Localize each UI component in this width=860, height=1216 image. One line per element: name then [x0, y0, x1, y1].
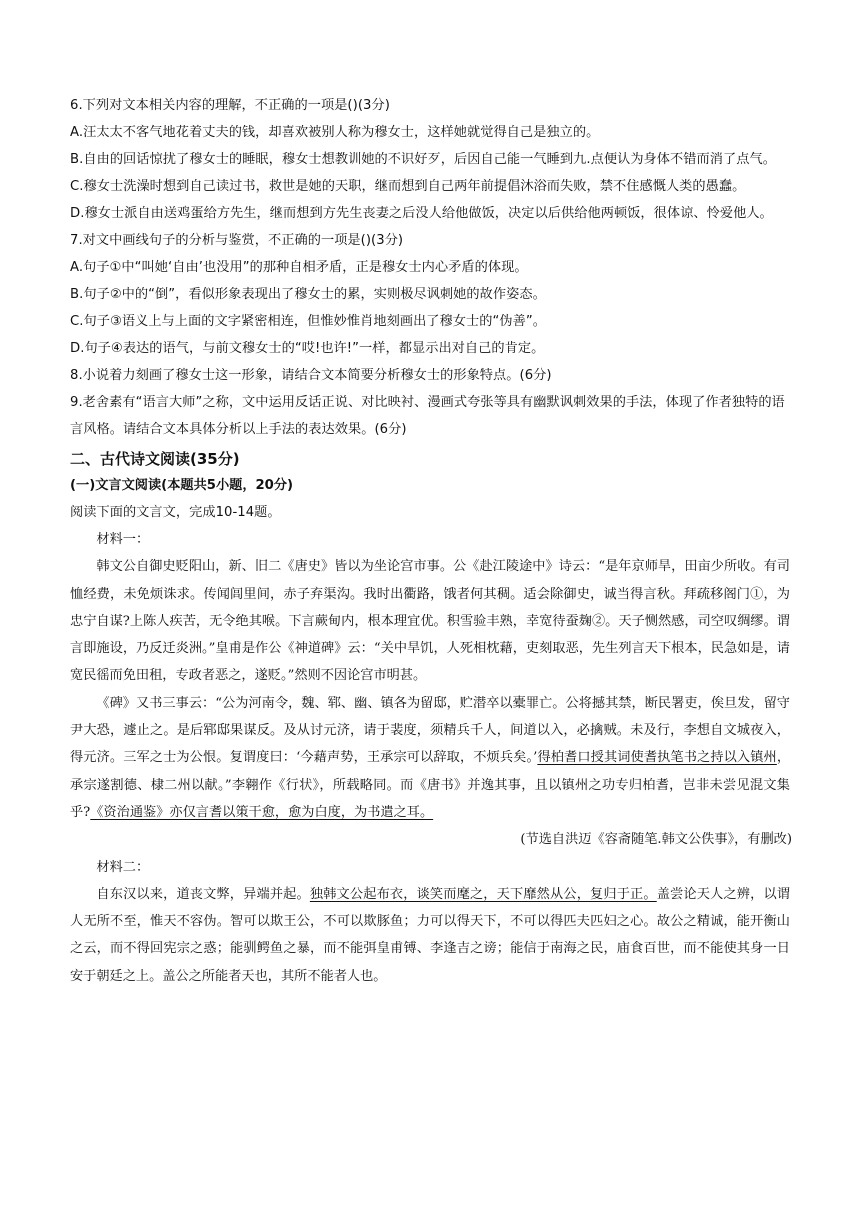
material-1-paragraph-1: 韩文公自御史贬阳山，新、旧二《唐史》皆以为坐论宫市事。公《赴江陵途中》诗云：“是年京师旱，田亩少所收。有司恤经费，未免烦诛求。传闻闾里间，赤子弃渠沟。我时出衢路，饿者何其稠。适会除御史，诚当得言秋。拜疏移阁门①，为忠宁自谋?上陈人疾苦，无令绝其喉。下言蕨甸内，根本理宜优。积雪验丰熟，幸宽待蚕麹②。天子恻然感，司空叹绸缪。谓言即施设，乃反迁炎洲。”皇甫是作公《神道碑》云：“关中旱饥，人死相枕藉，吏刻取恶，先生列言天下根本，民急如是，请宽民徭而免田租，专政者恶之，遂贬。”然则不因论宫市明甚。 — [70, 559, 790, 684]
exam-page — [70, 92, 790, 990]
question-6-option-d: D.穆女士派自由送鸡蛋给方先生，继而想到方先生丧妻之后没人给他做饭，决定以后供给他两顿饭，很体谅、怜爱他人。 — [70, 206, 773, 221]
material-1-paragraph-2-text-b: ，承宗遂割德、棣二州以献。”李翱作《行状》，所载略同。而《唐书》并逸其事，且以镇州之功专归柏耆，岂非未尝见混文集乎? — [70, 750, 791, 820]
question-7-option-c: C.句子③语义上与上面的文字紧密相连，但惟妙惟肖地刻画出了穆女士的“伪善”。 — [70, 314, 546, 329]
material-2-text-b: 盖尝论天人之辨，以谓人无所不至，惟天不容伪。智可以欺王公，不可以欺豚鱼；力可以得天下，不可以得匹夫匹妇之心。故公之精诚，能开衡山之云，而不得回宪宗之惑；能驯鳄鱼之暴，而不能弭皇甫镈、李逢吉之谤；能信于南海之民，庙食百世，而不能使其身一日安于朝廷之上。盖公之所能者天也，其所不能者人也。 — [70, 886, 791, 984]
question-7: 7.对文中画线句子的分析与鉴赏，不正确的一项是()(3分) — [70, 233, 404, 248]
material-2-paragraph — [70, 881, 790, 990]
subsection-heading: (一)文言文阅读(本题共5小题，20分) — [70, 478, 294, 493]
source-citation: (节选自洪迈《容斋随笔.韩文公佚事》，有删改) — [520, 832, 792, 848]
question-6-option-b: B.自由的回话惊扰了穆女士的睡眠，穆女士想教训她的不识好歹，后因自己能一气睡到九.点便认为身体不错而消了点气。 — [70, 152, 776, 167]
underlined-sentence-translation-1: 得柏耆口授其词使耆执笔书之持以入镇州 — [537, 750, 777, 766]
question-6: 6.下列对文本相关内容的理解，不正确的一项是()(3分) — [70, 98, 390, 113]
question-7-option-a: A.句子①中“叫她‘自由’也没用”的那种自相矛盾，正是穆女士内心矛盾的体现。 — [70, 260, 528, 275]
material-2-text-a: 自东汉以来，道丧文弊，异端并起。 — [96, 886, 310, 902]
underlined-sentence-material-2: 独韩文公起布衣，谈笑而麾之，天下靡然从公，复归于正。 — [309, 886, 657, 902]
material-1-paragraph-2-text-a: 《碑》又书三事云：“公为河南令，魏、郓、幽、镇各为留邸，贮潜卒以橐罪亡。公将撼其禁，断民署吏，俟旦发，留守尹大恐，遽止之。是后郓邸果谋反。及从讨元济，请于裴度，须精兵千人，间道以入，必擒贼。未及行，李想自文城夜入，得元济。三军之士为公恨。复谓度曰：‘今藉声势，王承宗可以辞取，不烦兵矣。’ — [70, 695, 790, 766]
reading-instruction: 阅读下面的文言文，完成10-14题。 — [70, 505, 281, 520]
underlined-sentence-translation-2: 《资治通鉴》亦仅言耆以策干愈，愈为白度，为书遣之耳。 — [90, 804, 434, 820]
material-1-paragraph-2 — [70, 690, 790, 826]
question-6-option-c: C.穆女士洗澡时想到自己读过书，救世是她的天职，继而想到自己两年前提倡沐浴而失败，禁不住感慨人类的愚蠢。 — [70, 179, 746, 194]
question-9: 9.老舍素有“语言大师”之称，文中运用反话正说、对比映衬、漫画式夸张等具有幽默讽刺效果的手法，体现了作者独特的语言风格。请结合文本具体分析以上手法的表达效果。(6分) — [70, 395, 785, 437]
section-heading: 二、古代诗文阅读(35分) — [70, 450, 240, 468]
question-6-option-a: A.汪太太不客气地花着丈夫的钱，却喜欢被别人称为穆女士，这样她就觉得自己是独立的。 — [70, 125, 600, 140]
question-7-option-b: B.句子②中的“倒”，看似形象表现出了穆女士的累，实则极尽讽刺她的故作姿态。 — [70, 287, 546, 302]
material-1-label: 材料一： — [96, 532, 150, 547]
material-2-label: 材料二： — [96, 859, 150, 875]
question-8: 8.小说着力刻画了穆女士这一形象，请结合文本简要分析穆女士的形象特点。(6分) — [70, 368, 552, 383]
question-7-option-d: D.句子④表达的语气，与前文穆女士的“哎!也许!”一样，都显示出对自己的肯定。 — [70, 341, 545, 356]
